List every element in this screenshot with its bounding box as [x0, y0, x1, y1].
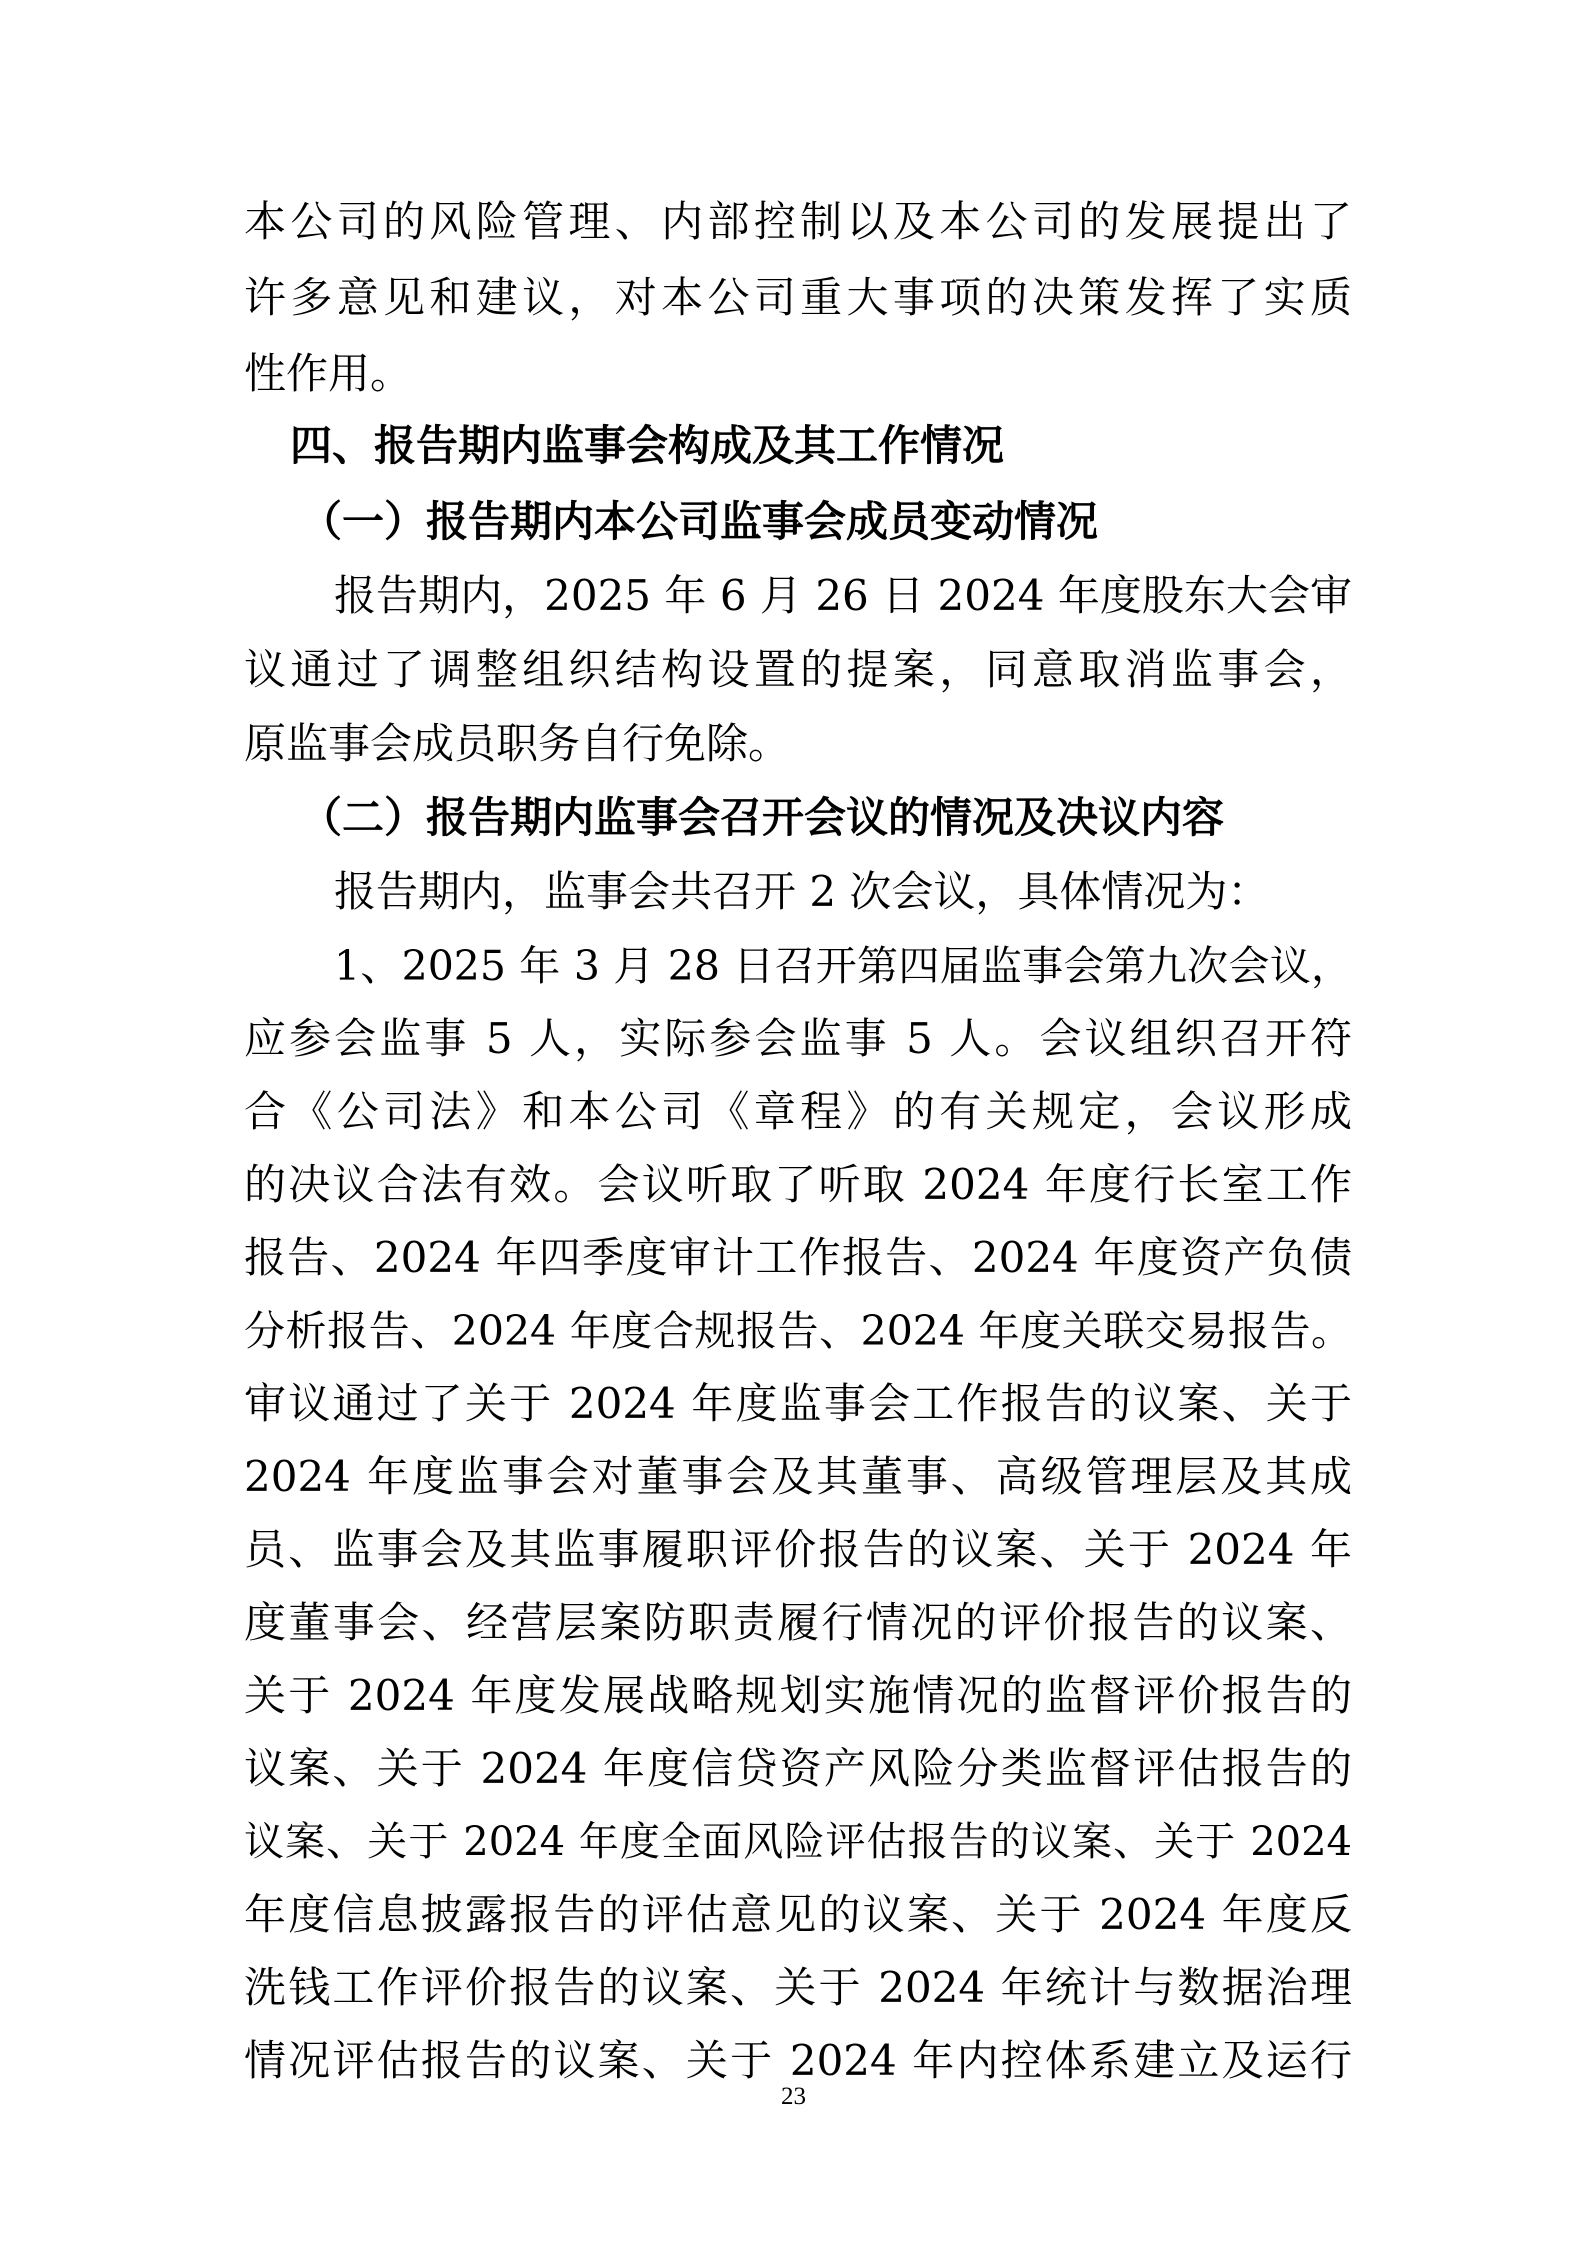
- paragraph-line-6: 报告期内，2025 年 6 月 26 日 2024 年度股东大会审: [334, 571, 1352, 620]
- page-number: 23: [781, 2083, 806, 2110]
- subsection-heading-1: （一）报告期内本公司监事会成员变动情况: [300, 497, 1099, 546]
- subsection-heading-2: （二）报告期内监事会召开会议的情况及决议内容: [300, 793, 1225, 842]
- paragraph-line-25: 洗钱工作评价报告的议案、关于 2024 年统计与数据治理: [244, 1963, 1352, 2012]
- paragraph-line-24: 年度信息披露报告的评估意见的议案、关于 2024 年度反: [244, 1890, 1352, 1939]
- paragraph-line-7: 议通过了调整组织结构设置的提案，同意取消监事会，: [244, 645, 1352, 694]
- paragraph-line-10: 报告期内，监事会共召开 2 次会议，具体情况为：: [334, 867, 1270, 916]
- paragraph-line-16: 分析报告、2024 年度合规报告、2024 年度关联交易报告。: [244, 1307, 1352, 1355]
- paragraph-line-17: 审议通过了关于 2024 年度监事会工作报告的议案、关于: [244, 1379, 1352, 1428]
- paragraph-line-12: 应参会监事 5 人，实际参会监事 5 人。会议组织召开符: [244, 1014, 1352, 1063]
- paragraph-line-14: 的决议合法有效。会议听取了听取 2024 年度行长室工作: [244, 1160, 1352, 1209]
- paragraph-line-23: 议案、关于 2024 年度全面风险评估报告的议案、关于 2024: [244, 1819, 1352, 1865]
- paragraph-line-15: 报告、2024 年四季度审计工作报告、2024 年度资产负债: [244, 1233, 1352, 1282]
- paragraph-line-3: 性作用。: [244, 349, 413, 398]
- paragraph-line-1: 本公司的风险管理、内部控制以及本公司的发展提出了: [244, 197, 1352, 246]
- paragraph-line-20: 度董事会、经营层案防职责履行情况的评价报告的议案、: [244, 1598, 1352, 1647]
- paragraph-line-19: 员、监事会及其监事履职评价报告的议案、关于 2024 年: [244, 1525, 1352, 1574]
- paragraph-line-11: 1、2025 年 3 月 28 日召开第四届监事会第九次会议，: [334, 942, 1352, 990]
- paragraph-line-13: 合《公司法》和本公司《章程》的有关规定，会议形成: [244, 1087, 1352, 1136]
- paragraph-line-26: 情况评估报告的议案、关于 2024 年内控体系建立及运行: [244, 2036, 1352, 2085]
- paragraph-line-18: 2024 年度监事会对董事会及其董事、高级管理层及其成: [244, 1452, 1352, 1501]
- section-heading-4: 四、报告期内监事会构成及其工作情况: [290, 421, 1005, 470]
- paragraph-line-8: 原监事会成员职务自行免除。: [244, 719, 791, 768]
- paragraph-line-2: 许多意见和建议，对本公司重大事项的决策发挥了实质: [244, 273, 1352, 322]
- paragraph-line-21: 关于 2024 年度发展战略规划实施情况的监督评价报告的: [244, 1671, 1352, 1720]
- paragraph-line-22: 议案、关于 2024 年度信贷资产风险分类监督评估报告的: [244, 1744, 1352, 1793]
